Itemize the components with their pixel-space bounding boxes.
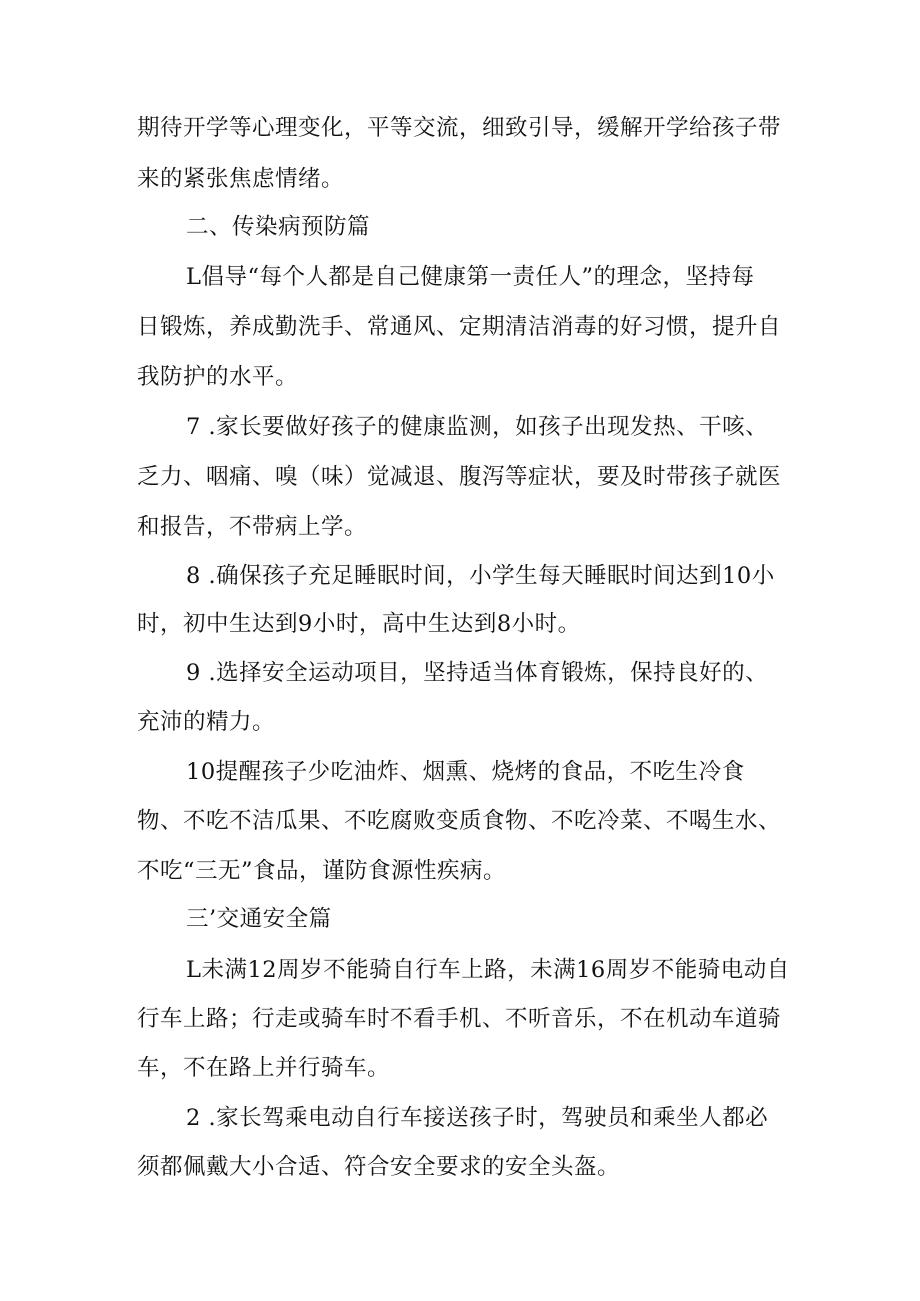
section-heading: 三’交通安全篇 — [186, 906, 332, 932]
paragraph-line: 日锻炼，养成勤洗手、常通风、定期清洁消毒的好习惯，提升自 — [137, 314, 782, 340]
paragraph-line: 乏力、咽痛、嗅（味）觉减退、腹泻等症状，要及时带孩子就医 — [137, 464, 782, 490]
paragraph-line: 9 .选择安全运动项目，坚持适当体育锻炼，保持良好的、 — [186, 660, 769, 686]
paragraph-line: 来的紧张焦虑情绪。 — [137, 166, 345, 192]
paragraph-line: 充沛的精力。 — [137, 709, 276, 735]
paragraph-line: 10提醒孩子少吃油炸、烟熏、烧烤的食品，不吃生冷食 — [186, 759, 745, 785]
paragraph-line: 和报告，不带病上学。 — [137, 514, 368, 540]
paragraph-line: L未满12周岁不能骑自行车上路，未满16周岁不能骑电动自 — [186, 957, 790, 983]
paragraph-line: 须都佩戴大小合适、符合安全要求的安全头盔。 — [137, 1154, 621, 1180]
paragraph-line: 时，初中生达到9小时，高中生达到8小时。 — [137, 611, 581, 637]
paragraph-line: 物、不吃不洁瓜果、不吃腐败变质食物、不吃冷菜、不喝生水、 — [137, 808, 782, 834]
paragraph-line: 2 .家长驾乘电动自行车接送孩子时，驾驶员和乘坐人都必 — [186, 1105, 769, 1131]
paragraph-line: 不吃“三无”食品，谨防食源性疾病。 — [137, 858, 507, 884]
paragraph-line: 期待开学等心理变化，平等交流，细致引导，缓解开学给孩子带 — [137, 115, 782, 141]
paragraph-line: 车，不在路上并行骑车。 — [137, 1055, 391, 1081]
paragraph-line: 我防护的水平。 — [137, 364, 299, 390]
paragraph-line: 8 .确保孩子充足睡眠时间，小学生每天睡眠时间达到10小 — [186, 563, 775, 589]
section-heading: 二、传染病预防篇 — [186, 214, 371, 240]
paragraph-line: 7 .家长要做好孩子的健康监测，如孩子出现发热、干咳、 — [186, 414, 769, 440]
paragraph-line: L倡导“每个人都是自己健康第一责任人”的理念，坚持每 — [186, 264, 755, 290]
paragraph-line: 行车上路；行走或骑车时不看手机、不听音乐，不在机动车道骑 — [137, 1006, 782, 1032]
